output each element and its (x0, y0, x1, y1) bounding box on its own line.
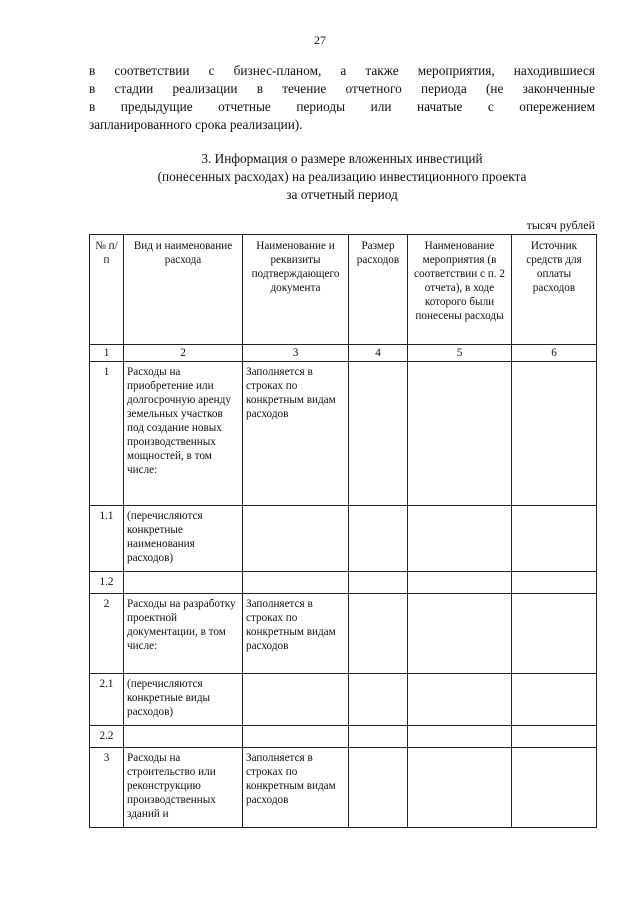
row-document: Заполняется в строках по конкретным видам расходов (243, 748, 349, 828)
row-source (512, 726, 597, 748)
row-activity (408, 572, 512, 594)
row-number: 1.1 (90, 506, 124, 572)
page-number: 27 (314, 33, 326, 47)
row-amount (349, 674, 408, 726)
column-index: 4 (349, 345, 408, 362)
row-expense-name: (перечисляются конкретные наименования расходов) (124, 506, 243, 572)
row-expense-name: Расходы на приобретение или долгосрочную аренду земельных участков под создание новых производственных мощностей, в том числе: (124, 362, 243, 506)
row-amount (349, 506, 408, 572)
row-expense-name (124, 726, 243, 748)
unit-label: тысяч рублей (526, 218, 595, 232)
row-expense-name (124, 572, 243, 594)
row-source (512, 594, 597, 674)
row-document: Заполняется в строках по конкретным видам расходов (243, 594, 349, 674)
intro-line: запланированного срока реализации). (89, 117, 303, 132)
table-row (90, 594, 597, 674)
intro-line: в стадии реализации в течение отчетного периода (не законченные (89, 81, 595, 96)
row-expense-name: (перечисляются конкретные виды расходов) (124, 674, 243, 726)
column-index-row (90, 345, 597, 362)
row-document (243, 674, 349, 726)
row-amount (349, 362, 408, 506)
row-number: 2.1 (90, 674, 124, 726)
table-row (90, 362, 597, 506)
row-amount (349, 594, 408, 674)
column-index: 3 (243, 345, 349, 362)
heading-line: за отчетный период (286, 187, 398, 202)
column-index: 1 (90, 345, 124, 362)
table-header-row (90, 235, 597, 345)
intro-line: в предыдущие отчетные периоды или начатые с опережением (89, 99, 595, 114)
row-source (512, 748, 597, 828)
row-document: Заполняется в строках по конкретным видам расходов (243, 362, 349, 506)
table-row (90, 506, 597, 572)
table-row (90, 748, 597, 828)
table-row (90, 572, 597, 594)
header-number: № п/п (90, 235, 124, 345)
row-number: 2.2 (90, 726, 124, 748)
header-activity: Наименование мероприятия (в соответствии с п. 2 отчета), в ходе которого были понесены расходы (408, 235, 512, 345)
row-source (512, 674, 597, 726)
header-amount: Размер расходов (349, 235, 408, 345)
intro-paragraph (89, 62, 595, 134)
table-row (90, 726, 597, 748)
header-expense-type: Вид и наименование расхода (124, 235, 243, 345)
row-activity (408, 506, 512, 572)
row-activity (408, 594, 512, 674)
header-document: Наименование и реквизиты подтверждающего документа (243, 235, 349, 345)
row-activity (408, 674, 512, 726)
row-amount (349, 572, 408, 594)
row-source (512, 572, 597, 594)
row-activity (408, 362, 512, 506)
table-row (90, 674, 597, 726)
section-heading (89, 150, 595, 204)
row-amount (349, 748, 408, 828)
row-activity (408, 726, 512, 748)
header-source: Источник средств для оплаты расходов (512, 235, 597, 345)
row-number: 1.2 (90, 572, 124, 594)
column-index: 2 (124, 345, 243, 362)
intro-line: в соответствии с бизнес-планом, а также мероприятия, находившиеся (89, 63, 595, 78)
row-source (512, 506, 597, 572)
row-document (243, 572, 349, 594)
row-expense-name: Расходы на разработку проектной документации, в том числе: (124, 594, 243, 674)
row-activity (408, 748, 512, 828)
row-expense-name: Расходы на строительство или реконструкцию производственных зданий и (124, 748, 243, 828)
row-source (512, 362, 597, 506)
column-index: 5 (408, 345, 512, 362)
row-document (243, 726, 349, 748)
investment-table (89, 234, 597, 828)
heading-line: 3. Информация о размере вложенных инвестиций (201, 151, 483, 166)
row-amount (349, 726, 408, 748)
row-number: 3 (90, 748, 124, 828)
heading-line: (понесенных расходах) на реализацию инвестиционного проекта (157, 169, 527, 184)
row-number: 1 (90, 362, 124, 506)
row-number: 2 (90, 594, 124, 674)
column-index: 6 (512, 345, 597, 362)
row-document (243, 506, 349, 572)
